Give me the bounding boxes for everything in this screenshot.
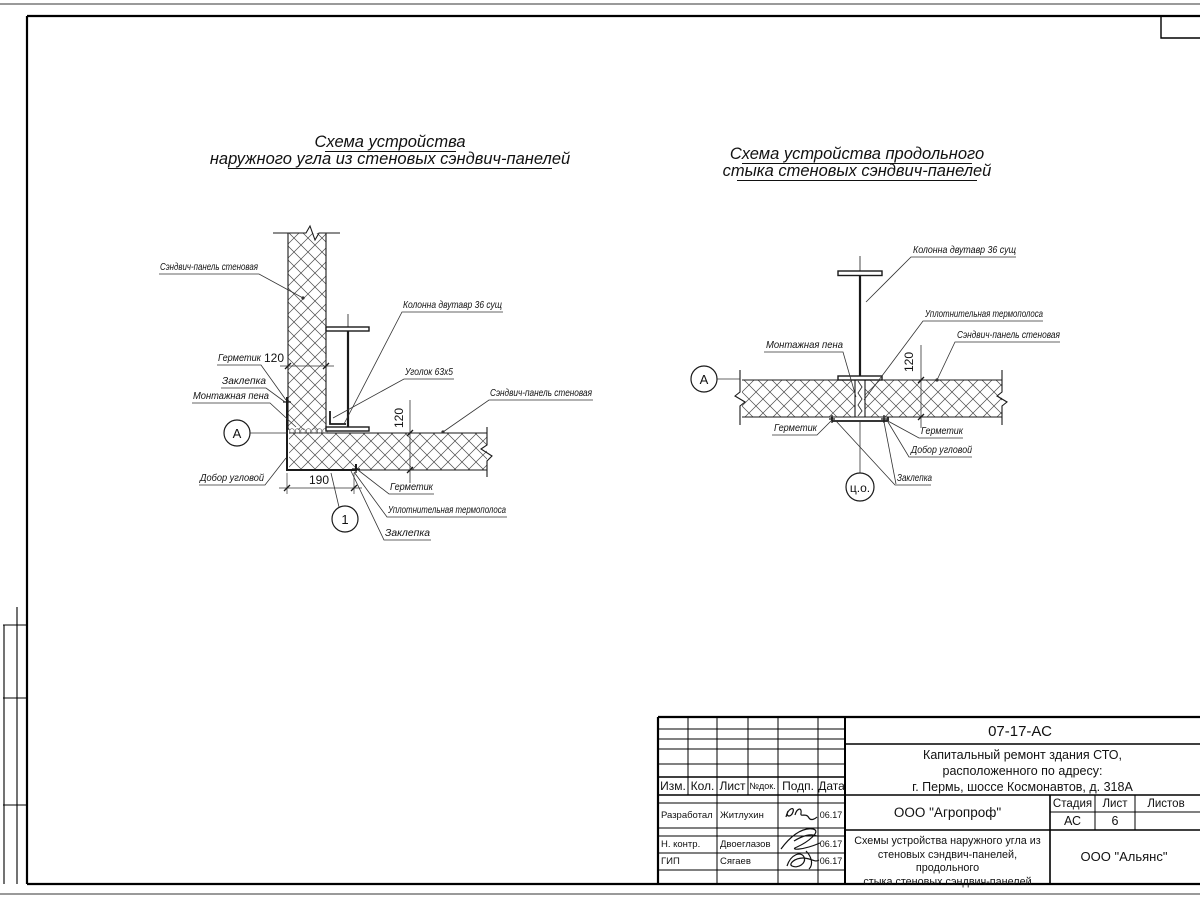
svg-text:Сэндвич-панель стеновая: Сэндвич-панель стеновая <box>160 261 259 273</box>
svg-text:А: А <box>699 372 709 387</box>
svg-text:Герметик: Герметик <box>774 422 818 434</box>
svg-text:Уплотнительная термополоса: Уплотнительная термополоса <box>924 308 1044 320</box>
project-name <box>850 747 1195 795</box>
svg-text:120: 120 <box>263 351 285 365</box>
row-name-gip: Сягаев <box>720 856 751 867</box>
project-name-line3: г. Пермь, шоссе Космонавтов, д. 318А <box>912 780 1133 794</box>
header-list: Лист <box>719 779 746 793</box>
svg-text:Герметик: Герметик <box>218 352 262 364</box>
row-name-nkontr: Двоеглазов <box>720 839 771 850</box>
svg-text:Уголок 63х5: Уголок 63х5 <box>404 366 454 378</box>
sheet-number-value: 6 <box>1111 814 1119 828</box>
header-kol: Кол. <box>690 779 715 793</box>
dim-corner-width <box>279 473 362 494</box>
section-mark-a-right <box>691 366 740 392</box>
drawing-title-line2: стеновых сэндвич-панелей, продольного <box>877 848 1018 874</box>
row-role-gip: ГИП <box>661 856 680 867</box>
svg-text:Герметик: Герметик <box>921 425 964 437</box>
svg-text:190: 190 <box>308 473 330 487</box>
joint-trim <box>832 417 888 421</box>
diagram-left-title-line2: наружного угла из стеновых сэндвич-панелей <box>209 150 571 168</box>
signatures <box>781 809 820 869</box>
svg-text:А: А <box>232 426 242 441</box>
section-mark-a-left <box>224 420 288 446</box>
svg-text:Монтажная пена: Монтажная пена <box>193 390 270 402</box>
design-org: ООО "Агропроф" <box>893 805 1002 820</box>
stage-value: АС <box>1063 814 1082 828</box>
svg-text:Заклепка: Заклепка <box>222 375 267 387</box>
header-data: Дата <box>818 779 845 793</box>
label-panel-right-diagram <box>935 329 1060 382</box>
diagram-right-title-line1: Схема устройства продольного <box>729 145 985 163</box>
column-ibeam-elevation <box>838 256 882 380</box>
label-sealant-left <box>772 419 833 435</box>
svg-text:1: 1 <box>341 512 349 527</box>
header-podp: Подп. <box>782 779 814 793</box>
doc-number: 07-17-АС <box>988 723 1052 740</box>
label-sealant-bottom <box>358 470 434 494</box>
svg-text:120: 120 <box>392 407 406 429</box>
header-listov: Листов <box>1147 798 1185 810</box>
diagram-left-title-line1: Схема устройства <box>314 133 466 151</box>
signature-gip <box>787 851 819 869</box>
row-role-razrabotal: Разработал <box>661 810 713 821</box>
diagram-right-title-line2: стыка стеновых сэндвич-панелей <box>722 162 992 180</box>
svg-text:Сэндвич-панель стеновая: Сэндвич-панель стеновая <box>490 387 593 399</box>
row-date-nkontr: 06.17 <box>819 839 843 849</box>
project-name-line1: Капитальный ремонт здания СТО, <box>923 748 1122 762</box>
diagram-left <box>159 133 593 540</box>
label-column <box>344 299 503 424</box>
header-izm: Изм. <box>660 779 686 793</box>
svg-text:Добор угловой: Добор угловой <box>199 472 265 484</box>
label-panel-right <box>441 387 593 434</box>
svg-text:120: 120 <box>902 351 916 373</box>
svg-text:Сэндвич-панель стеновая: Сэндвич-панель стеновая <box>957 329 1061 341</box>
label-panel-top <box>159 261 305 300</box>
label-column-right <box>866 244 1016 302</box>
svg-text:Добор угловой: Добор угловой <box>910 444 973 456</box>
diagram-left-labels <box>159 261 593 540</box>
label-thermal-strip <box>354 472 507 517</box>
signature-nkontr <box>781 829 820 849</box>
joint-thermal-strip <box>858 381 862 416</box>
header-list2: Лист <box>1102 798 1128 810</box>
svg-text:Колонна двутавр 36 сущ: Колонна двутавр 36 сущ <box>913 244 1017 256</box>
left-margin-boxes <box>3 607 27 884</box>
svg-text:Колонна двутавр 36 сущ: Колонна двутавр 36 сущ <box>403 299 503 311</box>
label-sealant-right <box>886 420 964 438</box>
row-name-razrabotal: Житлухин <box>720 810 764 821</box>
header-stadiya: Стадия <box>1052 798 1093 810</box>
row-date-gip: 06.17 <box>819 856 843 866</box>
angle-profile <box>330 411 346 424</box>
row-role-nkontr: Н. контр. <box>661 839 701 850</box>
top-right-docnum-box <box>1161 17 1200 38</box>
project-name-line2: расположенного по адресу: <box>942 764 1103 778</box>
svg-text:Уплотнительная термополоса: Уплотнительная термополоса <box>387 504 507 516</box>
diagram-right <box>691 145 1060 501</box>
column-ibeam-plan <box>326 314 369 431</box>
svg-text:Заклепка: Заклепка <box>897 472 933 484</box>
drawing-title-line1: Схемы устройства наружного угла из <box>854 835 1041 847</box>
svg-text:Заклепка: Заклепка <box>385 527 431 539</box>
label-corner-trim <box>199 458 286 485</box>
center-axis-mark <box>846 473 874 501</box>
row-date-razrabotal: 06.17 <box>819 810 843 820</box>
signature-razrabotal <box>786 809 817 820</box>
svg-text:Монтажная пена: Монтажная пена <box>766 339 844 351</box>
header-ndok: №док. <box>749 781 776 791</box>
drawing-title <box>847 835 1048 888</box>
contractor-org: ООО "Альянс" <box>1080 849 1168 864</box>
svg-text:ц.о.: ц.о. <box>849 481 871 495</box>
drawing-title-line3: стыка стеновых сэндвич-панелей <box>863 875 1032 888</box>
svg-text:Герметик: Герметик <box>390 481 434 493</box>
